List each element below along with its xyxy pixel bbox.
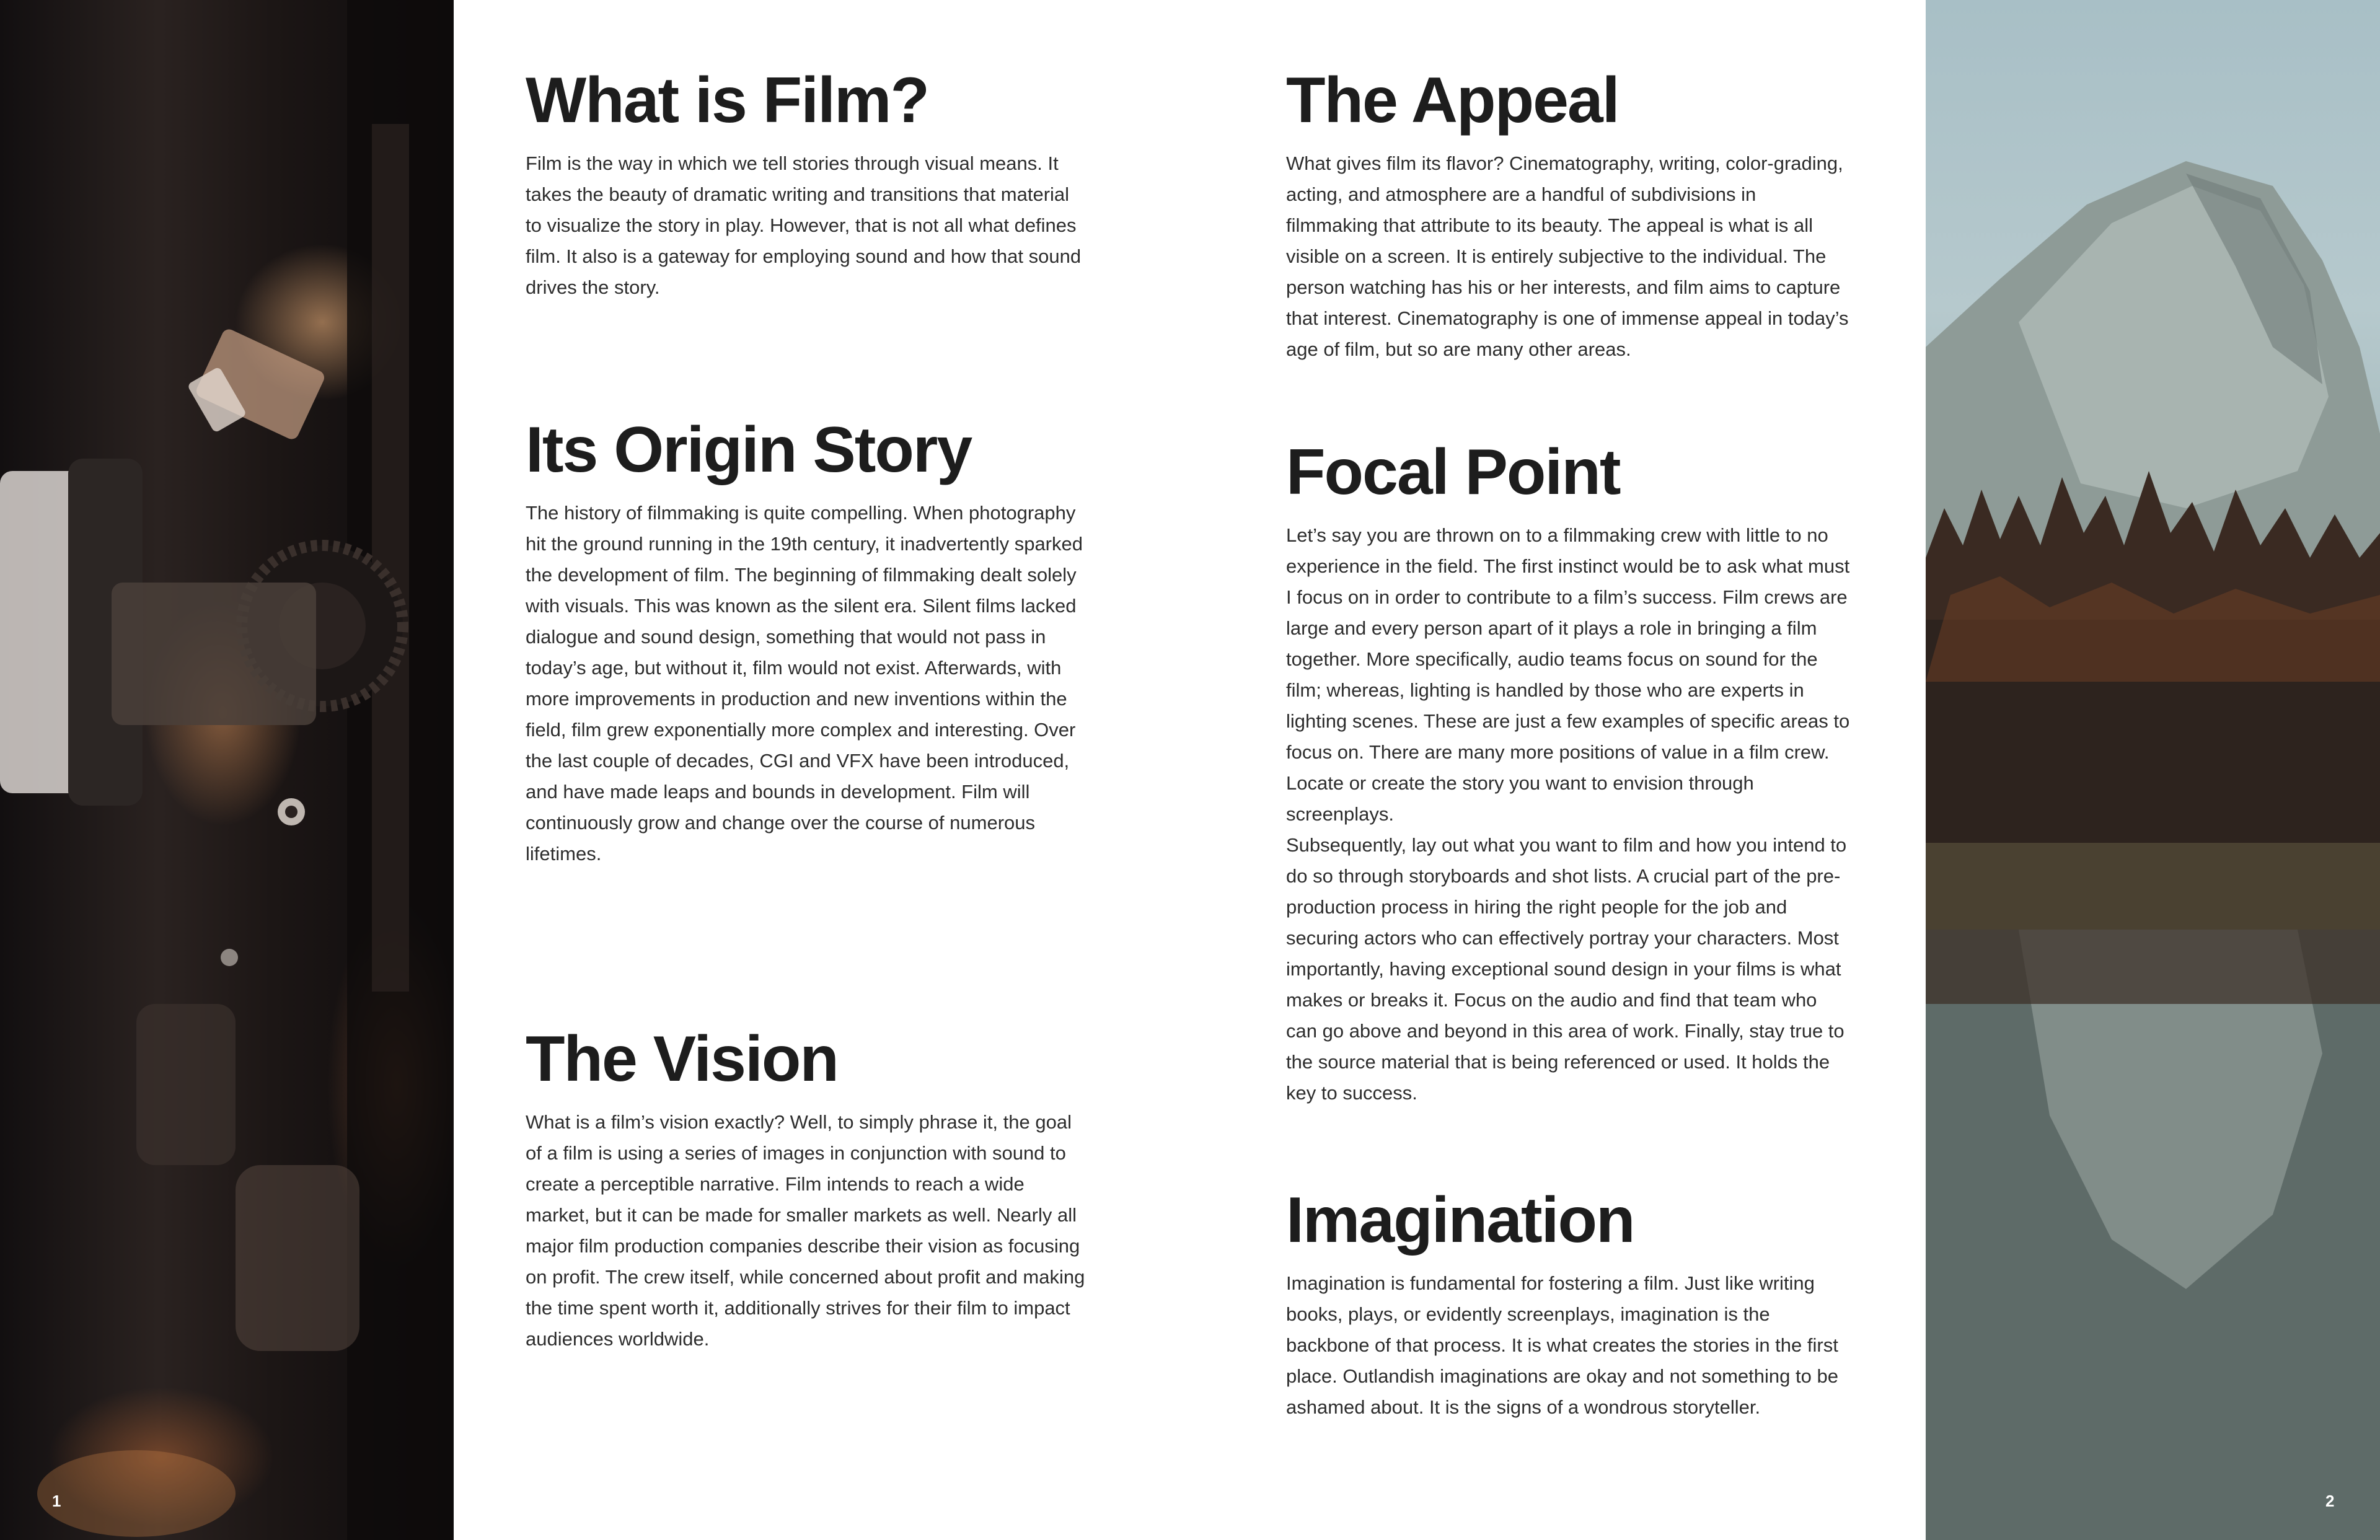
film-camera-illustration bbox=[0, 0, 454, 1540]
section-body: The history of filmmaking is quite compelling. When photography hit the ground running in the 19th century, it inadvertently sparked the development of film. The beginning of filmmaking dealt solely with visuals. This was known as the silent era. Silent films lacked dialogue and sound design, something that would not pass in today’s age, but without it, film would not exist. Afterwards, with more improvements in production and new inventions within the field, film grew exponentially more complex and interesting. Over the last couple of decades, CGI and VFX have been introduced, and have made leaps and bounds in development. Film will continuously grow and change over the course of numerous lifetimes. bbox=[526, 502, 1083, 865]
section-body: What gives film its flavor? Cinematography, writing, color-grading, acting, and atmosphere are a handful of subdivisions in filmmaking that attribute to its beauty. The appeal is what is all visible on a screen. It is entirely subjective to the individual. The person watching has his or her interests, and film aims to capture that interest. Cinematography is one of immense appeal in today’s age of film, but so are many other areas. bbox=[1286, 152, 1849, 361]
section-title: Focal Point bbox=[1286, 436, 1620, 508]
section-title: The Appeal bbox=[1286, 64, 1619, 136]
section-body: Imagination is fundamental for fostering a film. Just like writing books, plays, or evidently screenplays, imagination is the backbone of that process. It is what creates the stories in the first place. Outlandish imaginations are okay and not something to be ashamed about. It is the signs of a wondrous storyteller. bbox=[1286, 1272, 1838, 1419]
section-what-is-film bbox=[526, 64, 1096, 303]
section-the-vision bbox=[526, 1023, 1096, 1355]
section-title: The Vision bbox=[526, 1023, 838, 1095]
section-title: What is Film? bbox=[526, 64, 928, 136]
section-body: What is a film’s vision exactly? Well, to simply phrase it, the goal of a film is using a series of images in conjunction with sound to create a perceptible narrative. Film intends to reach a wide market, but it can be made for smaller markets as well. Nearly all major film production companies describe their vision as focusing on profit. The crew itself, while concerned about profit and making the time spent worth it, additionally strives for their film to impact audiences worldwide. bbox=[526, 1111, 1085, 1350]
section-title: Imagination bbox=[1286, 1184, 1634, 1256]
page-number: 1 bbox=[52, 1492, 61, 1510]
film-camera-photo bbox=[0, 0, 454, 1540]
right-text-column bbox=[1286, 0, 1856, 1540]
page-number: 2 bbox=[2325, 1492, 2335, 1510]
section-focal-point bbox=[1286, 436, 1856, 1109]
section-title: Its Origin Story bbox=[526, 414, 972, 486]
section-body: Let’s say you are thrown on to a filmmaking crew with little to no experience in the field. The first instinct would be to ask what must I focus on in order to contribute to a film’s success. Film crews are large and every person apart of it plays a role in bringing a film together. More specifically, audio teams focus on sound for the film; whereas, lighting is handled by those who are experts in lighting scenes. These are just a few examples of specific areas to focus on. There are many more positions of value in a film crew. Locate or create the story you want to envision through screenplays. Subsequently, lay out what you want to film and how you intend to do so through storyboards and shot lists. A crucial part of the pre-production process in hiring the right people for the job and securing actors who can effectively portray your characters. Most importantly, having exceptional sound design in your films is what makes or breaks it. Focus on the audio and find that team who can go above and beyond in this area of work. Finally, stay true to the source material that is being referenced or used. It holds the key to success. bbox=[1286, 524, 1850, 1104]
section-body: Film is the way in which we tell stories through visual means. It takes the beauty of dramatic writing and transitions that material to visualize the story in play. However, that is not all what defines film. It also is a gateway for employing sound and how that sound drives the story. bbox=[526, 152, 1082, 299]
mountain-lake-illustration bbox=[1926, 0, 2380, 1540]
section-imagination bbox=[1286, 1184, 1856, 1423]
section-the-appeal bbox=[1286, 64, 1856, 365]
left-text-column bbox=[526, 0, 1096, 1540]
mountain-lake-photo bbox=[1926, 0, 2380, 1540]
section-origin-story bbox=[526, 416, 1096, 869]
